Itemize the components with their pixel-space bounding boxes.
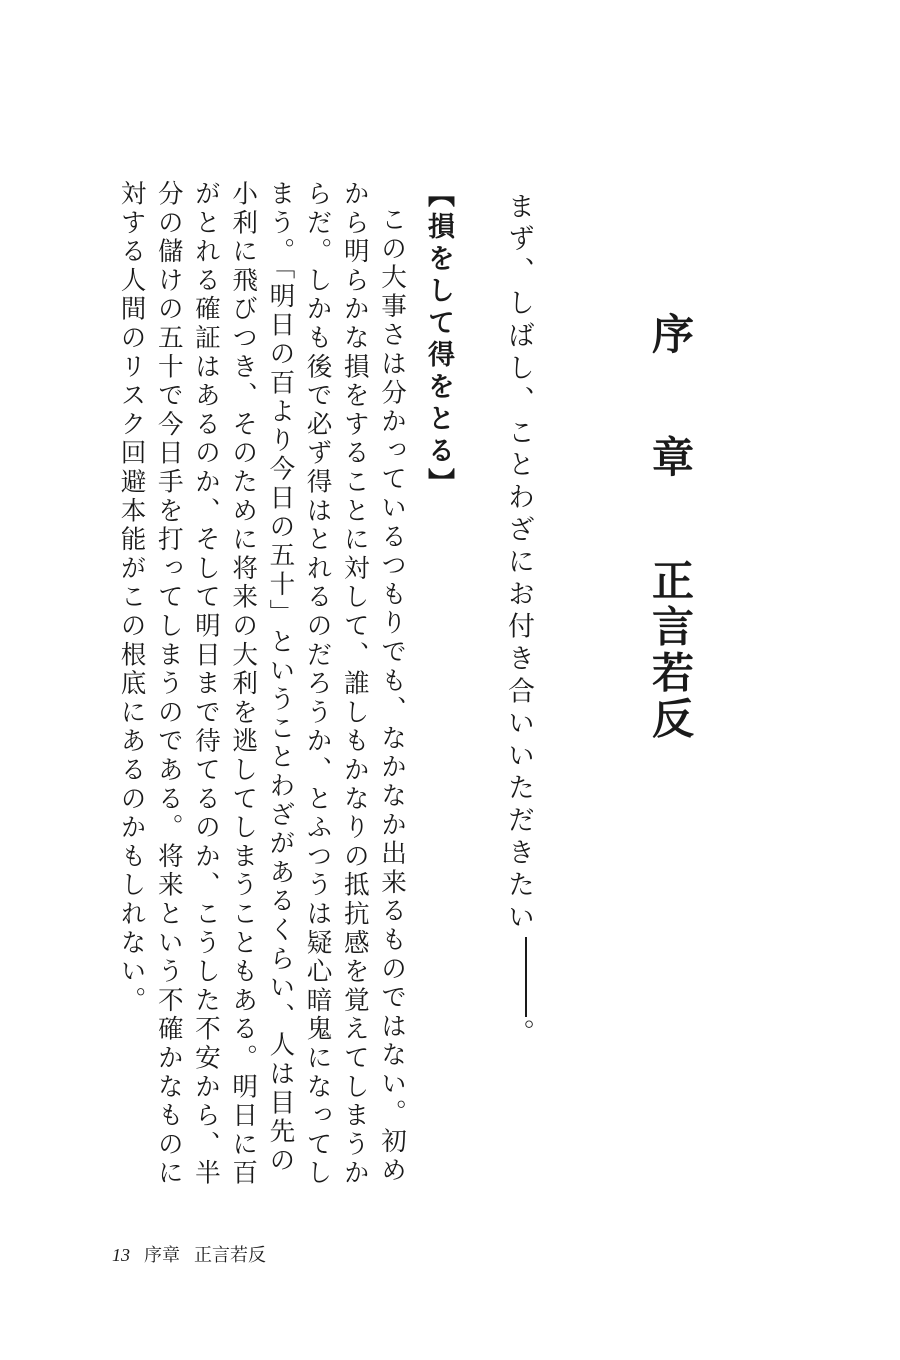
running-head-chapter: 序章	[144, 1245, 180, 1266]
page-footer	[112, 1240, 266, 1270]
chapter-name: 正言若反	[646, 558, 695, 743]
body-paragraph: この大事さは分かっているつもりでも、なかなか出来るものではない。初めから明らかな損をすることに対して、誰しもかなりの抵抗感を覚えてしまうからだ。しかも後で必ず得はとれるのだろうか、とふつうは疑心暗鬼になってしまう。「明日の百より今日の五十」ということわざがあるくらい、人は目先の小利に飛びつき、そのために将来の大利を逃してしまうこともある。明日に百がとれる確証はあるのか、そして明日まで待てるのか、こうした不安から、半分の儲けの五十で今日手を打ってしまうのである。将来という不確かなものに対する人間のリスク回避本能がこの根底にあるのかもしれない。	[116, 180, 407, 1188]
lead-sentence	[498, 192, 538, 1051]
chapter-label-2: 章	[646, 435, 695, 482]
body-text	[116, 180, 410, 1200]
lead-period: 。	[503, 1018, 534, 1052]
running-head-title: 正言若反	[194, 1245, 266, 1266]
chapter-title	[640, 312, 700, 743]
section-heading: 【損をして得をとる】	[423, 180, 454, 500]
lead-text: まず、しばし、ことわざにお付き合いいただきたい	[503, 192, 534, 935]
chapter-label: 序	[646, 312, 695, 358]
page-number: 13	[112, 1245, 130, 1265]
em-dash	[525, 937, 527, 1017]
